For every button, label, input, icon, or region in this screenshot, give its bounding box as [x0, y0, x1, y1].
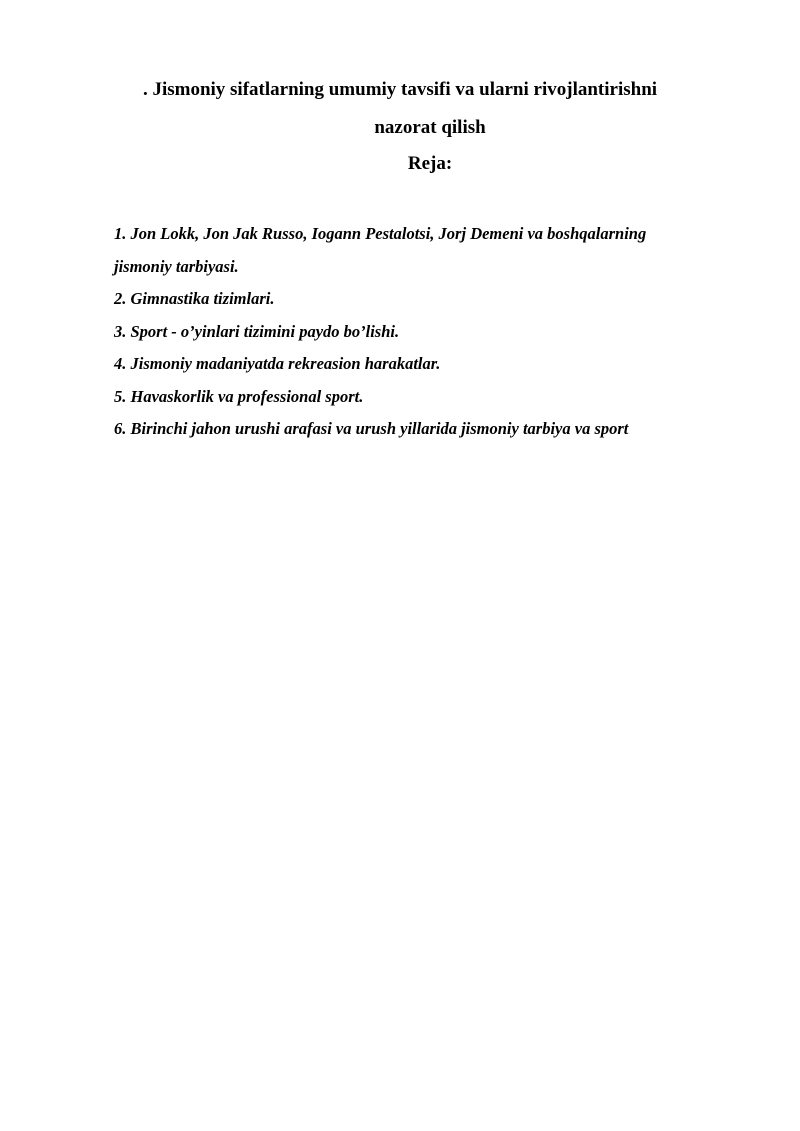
document-title-line-1: . Jismoniy sifatlarning umumiy tavsifi va ularni rivojlantirishni: [142, 79, 658, 100]
document-title-line-2: nazorat qilish: [374, 117, 486, 138]
plan-item: 1. Jon Lokk, Jon Jak Russo, Iogann Pestalotsi, Jorj Demeni va boshqalarning: [114, 224, 647, 243]
plan-heading: Reja:: [407, 153, 453, 174]
plan-item: 4. Jismoniy madaniyatda rekreasion harakatlar.: [114, 354, 441, 373]
plan-list: [114, 218, 734, 446]
plan-item: jismoniy tarbiyasi.: [114, 256, 239, 276]
plan-item: 5. Havaskorlik va professional sport.: [114, 386, 364, 406]
plan-item: 2. Gimnastika tizimlari.: [114, 289, 275, 308]
plan-item: 6. Birinchi jahon urushi arafasi va urush yillarida jismoniy tarbiya va sport: [114, 419, 629, 438]
plan-item: 3. Sport - o’yinlari tizimini paydo bo’lishi.: [114, 321, 400, 341]
